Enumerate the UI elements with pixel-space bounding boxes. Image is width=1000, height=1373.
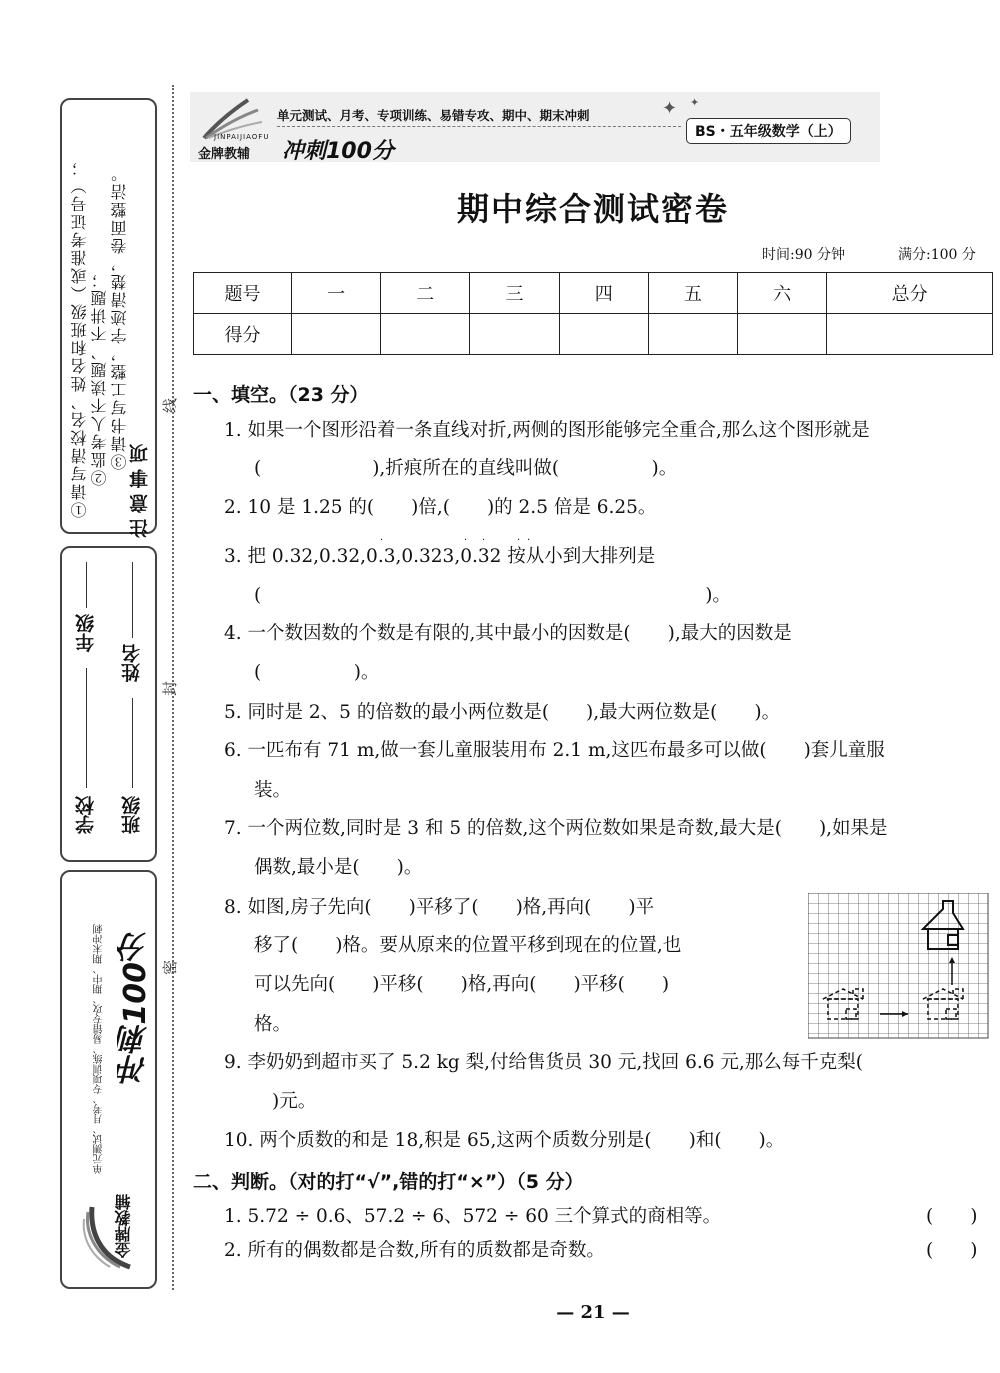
- score-input-5[interactable]: [648, 314, 737, 355]
- brand-name: 金牌教辅: [198, 147, 251, 162]
- q6-line2: 装。: [254, 780, 292, 801]
- judge-1-answer[interactable]: ( ): [926, 1206, 978, 1227]
- header-dash-line: [277, 126, 681, 127]
- repeat-dot: ·: [482, 535, 486, 546]
- q1-line2: ( ),折痕所在的直线叫做( )。: [254, 458, 678, 479]
- seal-xian: 线: [161, 397, 180, 414]
- page-number: — 21 —: [556, 1302, 630, 1323]
- grade-label: 年级: [75, 614, 97, 652]
- q4-line1: 4. 一个数因数的个数是有限的,其中最小的因数是( ),最大的因数是: [224, 623, 792, 644]
- seal-mi: 密: [161, 959, 180, 976]
- score-input-2[interactable]: [381, 314, 470, 355]
- q1-line1: 1. 如果一个图形沿着一条直线对折,两侧的图形能够完全重合,那么这个图形就是: [224, 420, 870, 441]
- q10: 10. 两个质数的和是 18,积是 65,这两个质数分别是( )和( )。: [224, 1130, 785, 1151]
- score-table-score-row: [194, 314, 993, 355]
- q2: 2. 10 是 1.25 的( )倍,( )的 2.5 倍是 6.25。: [224, 497, 657, 518]
- notice-item-3: ③请书写工整，字迹清楚，卷面整洁。: [110, 164, 129, 470]
- sparkle-icon: ✦: [662, 98, 678, 119]
- score-table-header-row: [194, 273, 993, 314]
- score-cell-5: 五: [648, 273, 737, 314]
- score-cell-label: 题号: [194, 273, 292, 314]
- q7-line1: 7. 一个两位数,同时是 3 和 5 的倍数,这个两位数如果是奇数,最大是( ),如果是: [224, 818, 888, 839]
- score-row-label: 得分: [194, 314, 292, 355]
- notice-title: 注意事项: [129, 438, 151, 538]
- repeat-dot: ·: [464, 535, 468, 546]
- brand-pinyin: JINPAIJIAOFU: [214, 133, 270, 141]
- name-line[interactable]: [132, 562, 133, 638]
- section1-heading: 一、填空。（23 分）: [193, 384, 369, 406]
- brand-box: [60, 870, 157, 1289]
- judge-1: 1. 5.72 ÷ 0.6、57.2 ÷ 6、572 ÷ 60 三个算式的商相等。: [224, 1206, 722, 1227]
- notice-item-1: ①请写清校名、姓名和班级（或准考证号）；: [70, 158, 89, 518]
- score-cell-total: 总分: [827, 273, 993, 314]
- q4-line2: ( )。: [254, 662, 380, 683]
- q9-line1: 9. 李奶奶到超市买了 5.2 kg 梨,付给售货员 30 元,找回 6.6 元,那么每千克梨(: [224, 1052, 863, 1073]
- notice-box: [60, 98, 157, 538]
- header-subtitle: 单元测试、月考、专项训练、易错专攻、期中、期末冲刺: [277, 108, 590, 123]
- judge-2: 2. 所有的偶数都是合数,所有的质数都是奇数。: [224, 1240, 605, 1261]
- score-table: [193, 272, 993, 355]
- sparkle-small-icon: ✦: [690, 96, 700, 109]
- score-input-6[interactable]: [738, 314, 827, 355]
- exam-full-score: 满分:100 分: [898, 247, 976, 263]
- grade-line[interactable]: [86, 562, 87, 608]
- q3-line1: 3. 把 0.32,0.32,0.3,0.323,0.32 按从小到大排列是: [224, 546, 656, 567]
- house-translation-figure: [808, 893, 993, 1045]
- q7-line2: 偶数,最小是( )。: [254, 857, 423, 878]
- seal-feng: 封: [161, 680, 180, 697]
- brand-box-name: 金牌教辅: [114, 1194, 133, 1258]
- section2-heading: 二、判断。（对的打“√”,错的打“×”）（5 分）: [193, 1171, 584, 1193]
- score-input-4[interactable]: [559, 314, 648, 355]
- class-label: 班级: [121, 796, 143, 834]
- q9-line2: )元。: [272, 1091, 317, 1112]
- grade-badge: BS・五年级数学（上）: [686, 118, 851, 144]
- repeat-dot: ·: [527, 535, 531, 546]
- score-cell-6: 六: [738, 273, 827, 314]
- score-cell-1: 一: [292, 273, 381, 314]
- school-label: 学校: [75, 796, 97, 834]
- score-cell-4: 四: [559, 273, 648, 314]
- class-line[interactable]: [132, 698, 133, 788]
- repeat-dot: ·: [517, 535, 521, 546]
- series-title: 冲刺100分: [282, 139, 394, 164]
- notice-item-2: ②监考人不读题、不讲题；: [90, 270, 109, 486]
- judge-2-answer[interactable]: ( ): [926, 1240, 978, 1261]
- score-input-1[interactable]: [292, 314, 381, 355]
- brand-box-subtitle: 单元测试、月考、专项训练、易错专攻、期中、期末冲刺: [94, 924, 105, 1174]
- q6-line1: 6. 一匹布有 71 m,做一套儿童服装用布 2.1 m,这匹布最多可以做( )套儿童服: [224, 740, 885, 761]
- student-info-box: [60, 546, 157, 862]
- score-input-total[interactable]: [827, 314, 993, 355]
- name-label: 姓名: [121, 644, 143, 682]
- q3-line2: ( )。: [254, 585, 731, 606]
- q5: 5. 同时是 2、5 的倍数的最小两位数是( ),最大两位数是( )。: [224, 702, 781, 723]
- brand-box-series: 冲刺100分: [118, 932, 153, 1085]
- exam-time: 时间:90 分钟: [762, 247, 845, 263]
- q8-line3: 可以先向( )平移( )格,再向( )平移( ): [254, 974, 670, 995]
- q8-line2: 移了( )格。要从原来的位置平移到现在的位置,也: [254, 935, 682, 956]
- score-input-3[interactable]: [470, 314, 559, 355]
- score-cell-2: 二: [381, 273, 470, 314]
- q8-line4: 格。: [254, 1014, 292, 1035]
- q8-line1: 8. 如图,房子先向( )平移了( )格,再向( )平: [224, 897, 655, 918]
- page-title: 期中综合测试密卷: [456, 190, 729, 228]
- score-cell-3: 三: [470, 273, 559, 314]
- repeat-dot: ·: [380, 535, 384, 546]
- school-line[interactable]: [86, 668, 87, 788]
